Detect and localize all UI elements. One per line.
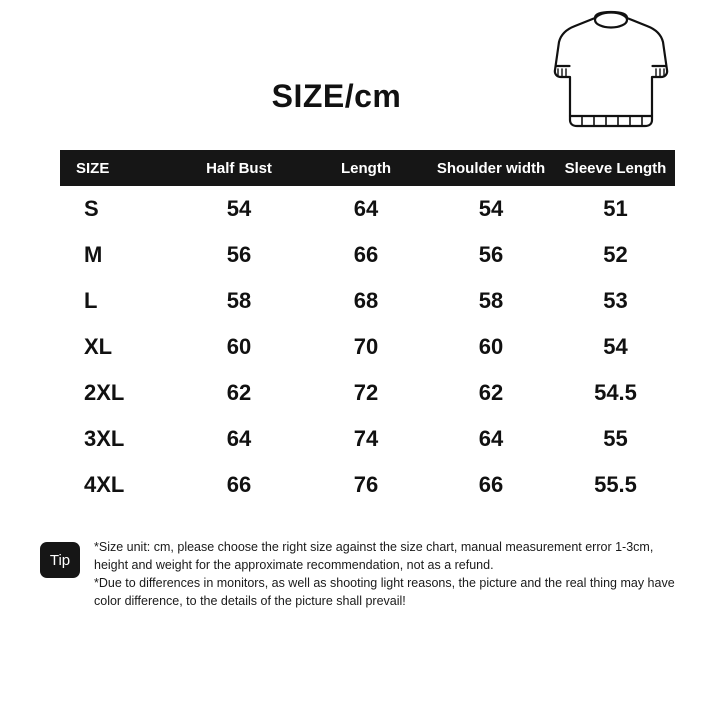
cell-size: 3XL xyxy=(84,426,125,451)
column-header-size: SIZE xyxy=(76,159,110,177)
cell-shoulder-width: 66 xyxy=(478,472,504,497)
tip-badge: Tip xyxy=(40,542,80,578)
cell-sleeve-length: 55 xyxy=(603,426,628,451)
cell-shoulder-width: 62 xyxy=(478,380,504,405)
cell-size: 4XL xyxy=(84,472,125,497)
cell-half-bust: 56 xyxy=(226,242,252,267)
cell-half-bust: 64 xyxy=(226,426,252,451)
cell-sleeve-length: 55.5 xyxy=(594,472,637,497)
column-header-sleeve-length: Sleeve Length xyxy=(564,159,667,177)
table-row xyxy=(60,370,675,416)
size-table-container xyxy=(60,150,675,508)
cell-sleeve-length: 52 xyxy=(603,242,628,267)
cell-sleeve-length: 53 xyxy=(603,288,628,313)
cell-size: L xyxy=(84,288,98,313)
cell-shoulder-width: 56 xyxy=(478,242,504,267)
size-table xyxy=(60,150,675,508)
cell-length: 68 xyxy=(353,288,379,313)
column-header-length: Length xyxy=(341,159,391,177)
cell-size: M xyxy=(84,242,103,267)
cell-shoulder-width: 60 xyxy=(478,334,504,359)
table-row xyxy=(60,462,675,508)
tip-text xyxy=(94,538,680,610)
cell-length: 76 xyxy=(353,472,379,497)
table-row xyxy=(60,186,675,232)
page-title-text: SIZE/cm xyxy=(271,78,402,114)
table-row xyxy=(60,416,675,462)
cell-sleeve-length: 54 xyxy=(603,334,628,359)
table-row xyxy=(60,324,675,370)
cell-size: XL xyxy=(84,334,113,359)
tip-block xyxy=(40,538,680,610)
size-table-body xyxy=(60,186,675,508)
cell-size: S xyxy=(84,196,99,221)
cell-length: 64 xyxy=(353,196,379,221)
cell-half-bust: 66 xyxy=(226,472,252,497)
page-title xyxy=(0,78,713,115)
cell-shoulder-width: 54 xyxy=(478,196,504,221)
table-row xyxy=(60,278,675,324)
column-header-shoulder-width: Shoulder width xyxy=(436,159,546,177)
cell-length: 74 xyxy=(353,426,379,451)
table-header-row xyxy=(60,150,675,186)
cell-size: 2XL xyxy=(84,380,125,405)
table-row xyxy=(60,232,675,278)
sweatshirt-illustration xyxy=(551,8,671,136)
cell-half-bust: 58 xyxy=(226,288,252,313)
cell-half-bust: 60 xyxy=(226,334,252,359)
cell-shoulder-width: 64 xyxy=(478,426,504,451)
cell-length: 66 xyxy=(353,242,379,267)
cell-sleeve-length: 54.5 xyxy=(594,380,637,405)
size-table-header xyxy=(60,150,675,186)
cell-half-bust: 54 xyxy=(226,196,252,221)
cell-sleeve-length: 51 xyxy=(603,196,628,221)
column-header-half-bust: Half Bust xyxy=(206,159,272,177)
cell-length: 70 xyxy=(353,334,379,359)
cell-shoulder-width: 58 xyxy=(478,288,504,313)
tip-line-1: *Size unit: cm, please choose the right size against the size chart, manual measurement error 1-3cm, height and weight for the approximate recommendation, not as a refund. xyxy=(94,540,654,572)
cell-half-bust: 62 xyxy=(226,380,252,405)
tip-line-2: *Due to differences in monitors, as well as shooting light reasons, the picture and the real thing may have color difference, to the details of the picture shall prevail! xyxy=(94,576,675,608)
cell-length: 72 xyxy=(353,380,379,405)
